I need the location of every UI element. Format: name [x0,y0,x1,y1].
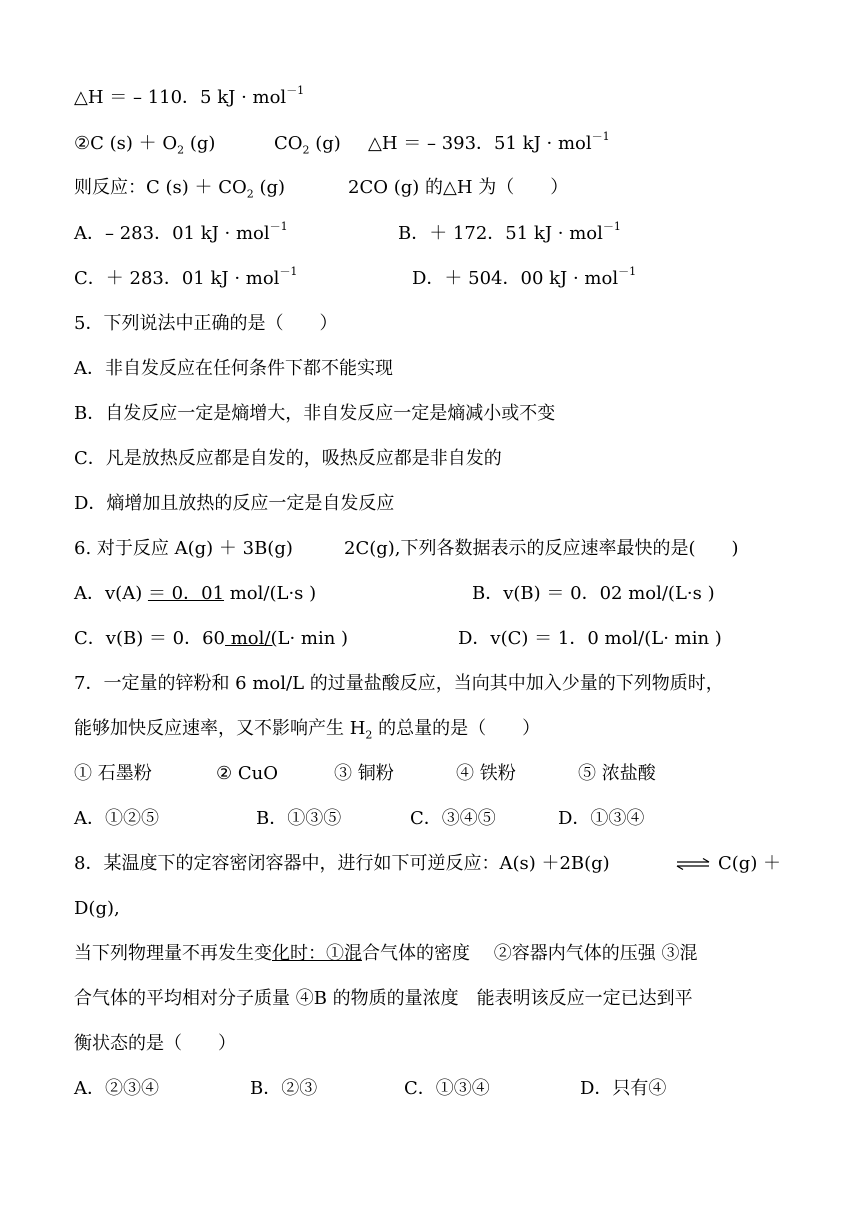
question-7-cont: 能够加快反应速率，又不影响产生 $H_2$ 的总量的是（ ） [74,718,541,742]
option-c: C．＋ 283．01 kJ · mol$^{-1}$ [74,265,298,289]
equilibrium-arrow-icon [676,852,710,876]
unit-superscript: －1 [286,84,305,97]
option-a: A．②③④ [74,1078,159,1099]
reactants-text: ②C (s) ＋ O [74,133,178,154]
option-d: D．①③④ [558,808,645,829]
product-text: $CO_2$ (g) [274,133,341,157]
question-8-cont: 当下列物理量不再发生变化时：①混合气体的密度 ②容器内气体的压强 ③混 [74,943,698,964]
question-prompt: 2CO (g) 的△H 为（ ） [348,177,569,198]
option-c: C．①③④ [404,1078,490,1099]
list-item: ⑤ 浓盐酸 [578,763,656,784]
option-b: B．v(B) ＝ 0．02 mol/(L·s ) [472,583,715,604]
option-c: C．③④⑤ [410,808,496,829]
question-6: 6. 对于反应 A(g) ＋ 3B(g) [74,538,293,559]
option-b: B．①③⑤ [256,808,342,829]
option-a: A．– 283．01 kJ · mol$^{-1}$ [74,220,288,244]
option-d: D．v(C) ＝ 1．0 mol/(L· min ) [458,628,722,649]
option-a: A．①②⑤ [74,808,159,829]
option-d: D．只有④ [580,1078,667,1099]
question-7: 7．一定量的锌粉和 6 mol/L 的过量盐酸反应，当向其中加入少量的下列物质时， [74,673,724,694]
list-item: ② CuO [216,763,278,784]
option-b: B．＋ 172．51 kJ · mol$^{-1}$ [398,220,621,244]
question-5: 5．下列说法中正确的是（ ） [74,313,338,334]
option-c: C．凡是放热反应都是自发的，吸热反应都是非自发的 [74,448,502,469]
question-8-cont: D(g), [74,898,120,919]
equation-line-2: ②C $(s) + O_2$ (g) [74,133,216,157]
option-d: D．＋ 504．00 kJ · mol$^{-1}$ [412,265,637,289]
option-b: B．②③ [250,1078,318,1099]
option-a: A．非自发反应在任何条件下都不能实现 [74,358,393,379]
enthalpy-text: △H ＝ – 110．5 kJ · mol [74,87,287,108]
equation-line-3: 则反应：C $(s) + CO_2$ (g) [74,177,286,201]
list-item: ③ 铜粉 [334,763,394,784]
list-item: ① 石墨粉 [74,763,152,784]
question-6-rest: 2C(g),下列各数据表示的反应速率最快的是( ) [344,538,739,559]
list-item: ④ 铁粉 [456,763,516,784]
option-b: B．自发反应一定是熵增大，非自发反应一定是熵减小或不变 [74,403,556,424]
equation-line-1 [74,86,304,110]
equation-rest: C(g) ＋ [718,853,782,874]
option-d: D．熵增加且放热的反应一定是自发反应 [74,493,395,514]
question-8: 8．某温度下的定容密闭容器中，进行如下可逆反应：A(s) ＋2B(g) [74,853,610,874]
question-8-cont: 合气体的平均相对分子质量 ④B 的物质的量浓度 能表明该反应一定已达到平 [74,988,693,1009]
enthalpy-text: △H ＝ – 393．51 kJ · mol$^{-1}$ [368,130,610,154]
option-c: C．v(B) ＝ 0．60 mol/(L· min ) [74,628,349,649]
option-a: A．v(A) ＝ 0．01 mol/(L·s ) [74,583,317,604]
question-8-cont: 衡状态的是（ ） [74,1033,236,1054]
